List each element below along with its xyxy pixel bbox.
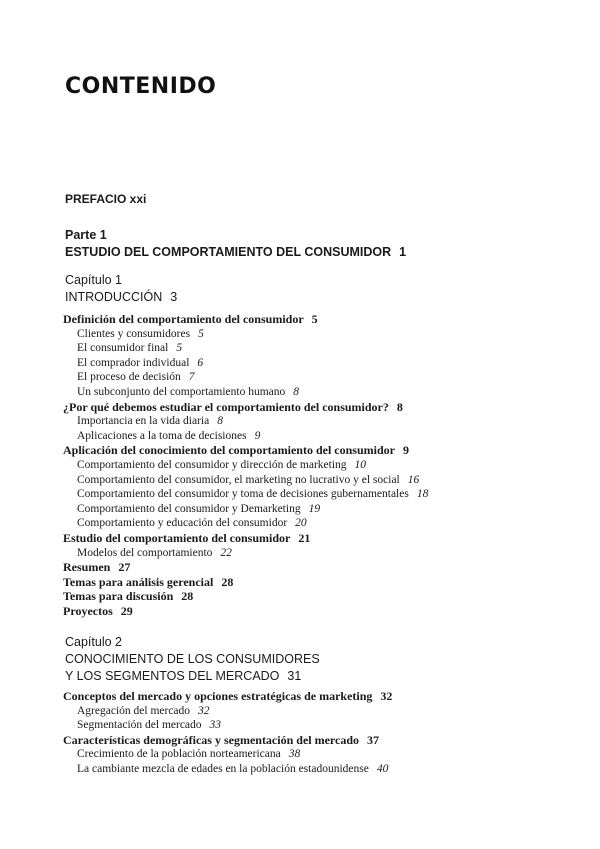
preface-entry: PREFACIO xxi <box>65 192 147 206</box>
entry-page-number: 32 <box>198 704 210 717</box>
toc-section-entry <box>63 604 583 619</box>
chapter-label: Capítulo 2 <box>65 635 122 649</box>
part-1-heading <box>65 227 406 261</box>
toc-subsection-entry <box>63 429 583 444</box>
chapter-label: Capítulo 1 <box>65 273 122 287</box>
entry-text: Comportamiento del consumidor, el marketing no lucrativo y el social <box>77 473 400 486</box>
entry-page-number: 8 <box>396 399 403 414</box>
toc-section-entry <box>63 312 583 327</box>
part-title <box>65 244 406 261</box>
toc-section-entry <box>63 443 583 458</box>
toc-section-entry <box>63 733 583 748</box>
entry-text: Comportamiento del consumidor y Demarketing <box>77 502 301 515</box>
entry-text: Crecimiento de la población norteamericana <box>77 748 281 761</box>
entry-text: Temas para análisis gerencial <box>63 574 214 589</box>
chapter-2-entries <box>63 689 583 777</box>
toc-subsection-entry <box>63 370 583 385</box>
toc-section-entry <box>63 400 583 415</box>
toc-subsection-entry <box>63 516 583 531</box>
entry-page-number: 40 <box>376 762 389 775</box>
entry-page-number: 19 <box>308 502 321 515</box>
toc-subsection-entry <box>63 487 583 502</box>
toc-section-entry <box>63 689 583 704</box>
entry-text: La cambiante mezcla de edades en la población estadounidense <box>77 762 369 775</box>
toc-subsection-entry <box>63 718 583 733</box>
entry-page-number: 38 <box>288 748 301 761</box>
entry-text: Definición del comportamiento del consumidor <box>63 312 304 326</box>
entry-text: El consumidor final <box>77 342 169 355</box>
toc-subsection-entry <box>63 458 583 473</box>
toc-subsection-entry <box>63 414 583 429</box>
entry-text: Aplicación del conocimiento del comportamiento del consumidor <box>63 443 395 458</box>
toc-subsection-entry <box>63 327 583 342</box>
entry-page-number: 10 <box>354 458 367 471</box>
chapter-page-number: 31 <box>287 669 302 683</box>
chapter-title-line-1: CONOCIMIENTO DE LOS CONSUMIDORES <box>65 652 320 666</box>
entry-text: Agregación del mercado <box>77 704 191 717</box>
entry-text: Comportamiento del consumidor y toma de decisiones gubernamentales <box>77 488 409 501</box>
entry-page-number: 9 <box>402 443 409 458</box>
entry-page-number: 20 <box>295 517 307 530</box>
toc-subsection-entry <box>63 762 583 777</box>
toc-subsection-entry <box>63 747 583 762</box>
entry-text: Comportamiento y educación del consumidor <box>77 517 288 530</box>
entry-page-number: 9 <box>254 429 261 442</box>
entry-page-number: 27 <box>118 560 131 575</box>
entry-page-number: 29 <box>120 603 133 618</box>
toc-subsection-entry <box>63 473 583 488</box>
toc-subsection-entry <box>63 385 583 400</box>
entry-page-number: 28 <box>181 589 194 604</box>
entry-text: El comprador individual <box>77 356 190 369</box>
page-title: CONTENIDO <box>65 74 217 99</box>
toc-subsection-entry <box>63 356 583 371</box>
part-label: Parte 1 <box>65 228 107 242</box>
toc-section-entry <box>63 531 583 546</box>
entry-page-number: 16 <box>407 473 420 486</box>
entry-text: Importancia en la vida diaria <box>77 415 210 428</box>
entry-text: Aplicaciones a la toma de decisiones <box>77 429 247 442</box>
entry-page-number: 7 <box>188 371 195 384</box>
chapter-title <box>65 289 177 306</box>
entry-text: Características demográficas y segmentación del mercado <box>63 732 360 747</box>
entry-page-number: 6 <box>197 356 204 369</box>
entry-page-number: 33 <box>209 719 222 732</box>
chapter-1-heading <box>65 272 177 306</box>
entry-page-number: 28 <box>221 574 234 589</box>
entry-text: Segmentación del mercado <box>77 719 202 732</box>
toc-subsection-entry <box>63 341 583 356</box>
entry-page-number: 18 <box>416 488 429 501</box>
chapter-title-text: Y LOS SEGMENTOS DEL MERCADO <box>65 669 280 683</box>
toc-subsection-entry <box>63 546 583 561</box>
entry-text: Clientes y consumidores <box>77 327 191 340</box>
chapter-title-line-2 <box>65 668 320 685</box>
toc-section-entry <box>63 560 583 575</box>
entry-text: Comportamiento del consumidor y dirección de marketing <box>77 458 347 471</box>
entry-page-number: 8 <box>293 385 299 398</box>
part-title-text: ESTUDIO DEL COMPORTAMIENTO DEL CONSUMIDOR <box>65 245 392 259</box>
entry-page-number: 8 <box>217 415 223 428</box>
entry-text: Estudio del comportamiento del consumidor <box>63 530 291 545</box>
entry-page-number: 22 <box>220 546 232 559</box>
entry-page-number: 5 <box>198 327 204 340</box>
entry-text: Conceptos del mercado y opciones estratégicas de marketing <box>63 689 373 703</box>
entry-text: Proyectos <box>63 603 113 618</box>
entry-text: Resumen <box>63 560 111 575</box>
entry-page-number: 37 <box>367 732 380 747</box>
entry-text: ¿Por qué debemos estudiar el comportamiento del consumidor? <box>63 399 389 414</box>
entry-page-number: 5 <box>311 312 318 326</box>
toc-section-entry <box>63 575 583 590</box>
toc-section-entry <box>63 589 583 604</box>
entry-text: El proceso de decisión <box>77 371 181 384</box>
toc-subsection-entry <box>63 704 583 719</box>
chapter-title-text: INTRODUCCIÓN <box>65 290 163 304</box>
entry-text: Un subconjunto del comportamiento humano <box>77 385 286 398</box>
entry-text: Modelos del comportamiento <box>77 546 213 559</box>
chapter-1-entries <box>63 312 583 618</box>
chapter-2-heading <box>65 634 320 685</box>
entry-page-number: 5 <box>176 342 183 355</box>
chapter-page-number: 3 <box>170 290 178 304</box>
toc-subsection-entry <box>63 502 583 517</box>
entry-text: Temas para discusión <box>63 589 174 604</box>
entry-page-number: 32 <box>380 689 393 703</box>
entry-page-number: 21 <box>298 530 311 545</box>
part-page-number: 1 <box>399 245 407 259</box>
